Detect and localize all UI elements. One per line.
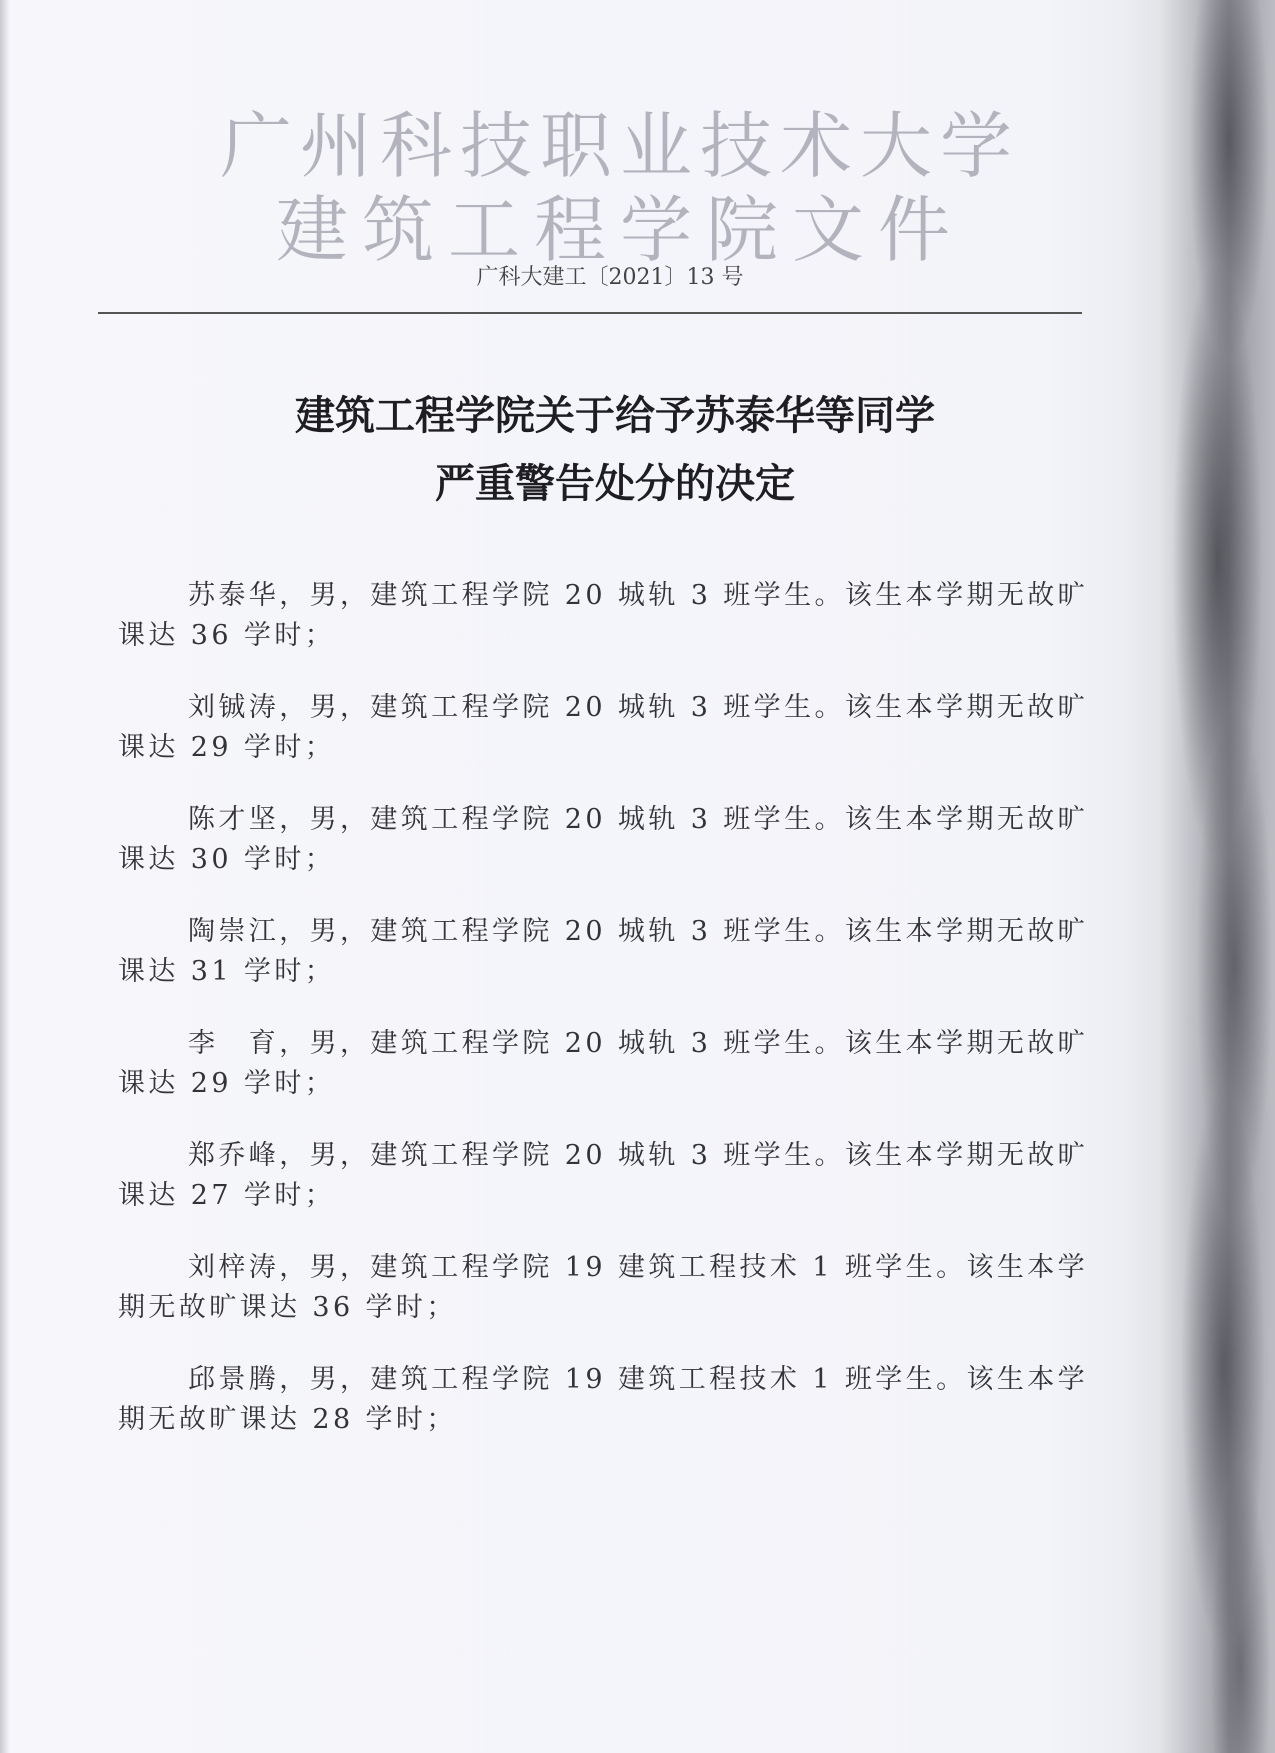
entry-line-first: 陶崇江，男，建筑工程学院 20 城轨 3 班学生。该生本学期无故旷: [188, 916, 1089, 947]
student-entry: [118, 576, 1128, 656]
document-body: [118, 576, 1128, 1472]
document-number: 广科大建工〔2021〕13 号: [476, 265, 744, 290]
entry-line-second: 课达 29 学时；: [118, 1068, 336, 1099]
entry-line-second: 课达 36 学时；: [118, 620, 336, 651]
issuer-header-line2: 建筑工程学院文件: [275, 188, 964, 272]
student-entry: [118, 1136, 1128, 1216]
entry-line-first: 郑乔峰，男，建筑工程学院 20 城轨 3 班学生。该生本学期无故旷: [188, 1140, 1089, 1171]
document-title-line1: 建筑工程学院关于给予苏泰华等同学: [295, 393, 935, 439]
entry-line-first: 刘梓涛，男，建筑工程学院 19 建筑工程技术 1 班学生。该生本学: [188, 1252, 1089, 1283]
student-entry: [118, 1024, 1128, 1104]
student-entry: [118, 912, 1128, 992]
entry-line-second: 课达 31 学时；: [118, 956, 336, 987]
entry-line-first: 刘铖涛，男，建筑工程学院 20 城轨 3 班学生。该生本学期无故旷: [188, 692, 1089, 723]
entry-line-first: 苏泰华，男，建筑工程学院 20 城轨 3 班学生。该生本学期无故旷: [188, 580, 1089, 611]
entry-line-first: 邱景腾，男，建筑工程学院 19 建筑工程技术 1 班学生。该生本学: [188, 1364, 1089, 1395]
header-divider: [98, 312, 1082, 314]
entry-line-first: 陈才坚，男，建筑工程学院 20 城轨 3 班学生。该生本学期无故旷: [188, 804, 1089, 835]
issuer-header-line1: 广州科技职业技术大学: [219, 104, 1020, 188]
entry-line-second: 期无故旷课达 36 学时；: [118, 1292, 457, 1323]
scan-shadow-right: [1160, 0, 1275, 1753]
entry-line-second: 期无故旷课达 28 学时；: [118, 1404, 457, 1435]
document-title-line2: 严重警告处分的决定: [435, 461, 795, 507]
student-entry: [118, 800, 1128, 880]
student-entry: [118, 688, 1128, 768]
entry-line-second: 课达 30 学时；: [118, 844, 336, 875]
entry-line-second: 课达 29 学时；: [118, 732, 336, 763]
student-entry: [118, 1360, 1128, 1440]
entry-line-first: 李 育，男，建筑工程学院 20 城轨 3 班学生。该生本学期无故旷: [188, 1028, 1089, 1059]
scan-left-edge: [0, 0, 10, 1753]
student-entry: [118, 1248, 1128, 1328]
entry-line-second: 课达 27 学时；: [118, 1180, 336, 1211]
